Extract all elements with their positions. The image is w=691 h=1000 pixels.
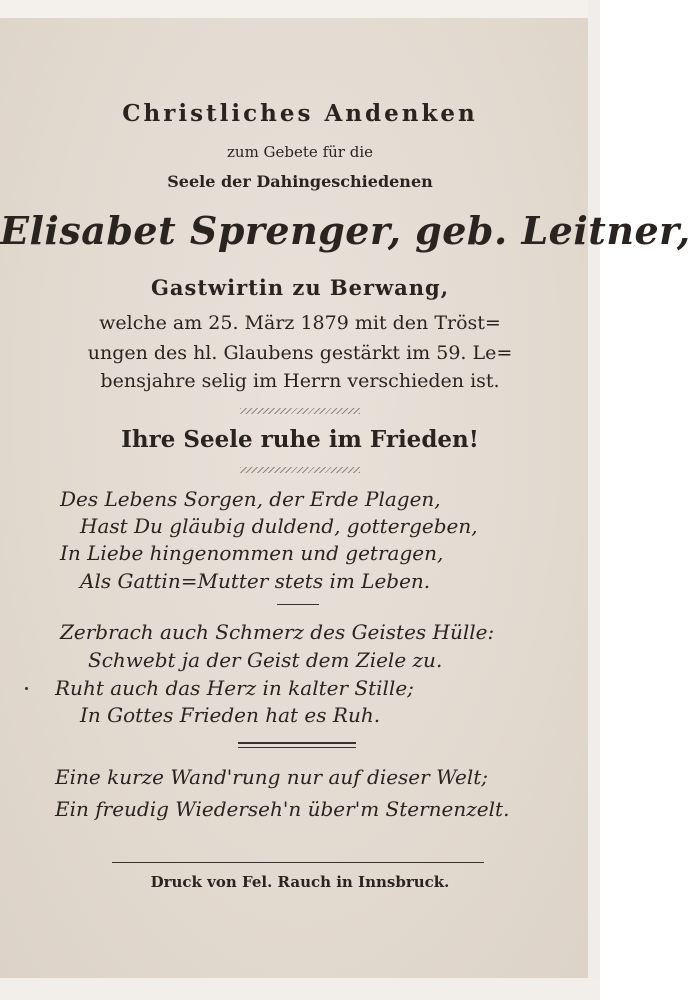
notice-line-2: ungen des hl. Glaubens gestärkt im 59. Le=: [87, 342, 513, 364]
paper-edge-bottom: [0, 978, 600, 1000]
blessing-text: Ihre Seele ruhe im Frieden!: [121, 426, 479, 453]
notice-line-3: bensjahre selig im Herrn verschieden ist.: [100, 370, 500, 392]
verse-1-line-3: In Liebe hingenommen und getragen,: [60, 541, 444, 565]
verse-1-line-2: Hast Du gläubig duldend, gottergeben,: [80, 514, 478, 538]
verse-2-line-1: Zerbrach auch Schmerz des Geistes Hülle:: [60, 620, 495, 644]
ornament-divider-bottom: [240, 467, 360, 473]
verse-2-line-3: Ruht auch das Herz in kalter Stille;: [55, 676, 414, 700]
card-subtitle-2: Seele der Dahingeschiedenen: [167, 172, 433, 191]
ornament-divider-top: [240, 408, 360, 414]
deceased-name: Elisabet Sprenger, geb. Leitner,: [0, 208, 691, 253]
printer-imprint: Druck von Fel. Rauch in Innsbruck.: [150, 873, 450, 891]
verse-1-line-1: Des Lebens Sorgen, der Erde Plagen,: [60, 487, 441, 511]
card-title: Christliches Andenken: [122, 100, 478, 127]
notice-line-1: welche am 25. März 1879 mit den Tröst=: [99, 312, 501, 334]
divider-short: [277, 604, 319, 605]
verse-2-line-2: Schwebt ja der Geist dem Ziele zu.: [88, 648, 443, 672]
verse-3-line-1: Eine kurze Wand'rung nur auf dieser Welt;: [55, 765, 488, 789]
divider-double-bottom: [238, 747, 356, 748]
divider-double-top: [238, 742, 356, 744]
divider-bottom: [112, 862, 484, 863]
verse-1-line-4: Als Gattin=Mutter stets im Leben.: [80, 569, 431, 593]
card-subtitle: zum Gebete für die: [227, 143, 373, 161]
paper-edge-top: [0, 0, 600, 18]
verse-2-line-4: In Gottes Frieden hat es Ruh.: [80, 703, 381, 727]
deceased-occupation: Gastwirtin zu Berwang,: [150, 275, 450, 300]
verse-3-line-2: Ein freudig Wiederseh'n über'm Sternenzelt.: [55, 797, 510, 821]
ink-dot: [25, 687, 28, 690]
